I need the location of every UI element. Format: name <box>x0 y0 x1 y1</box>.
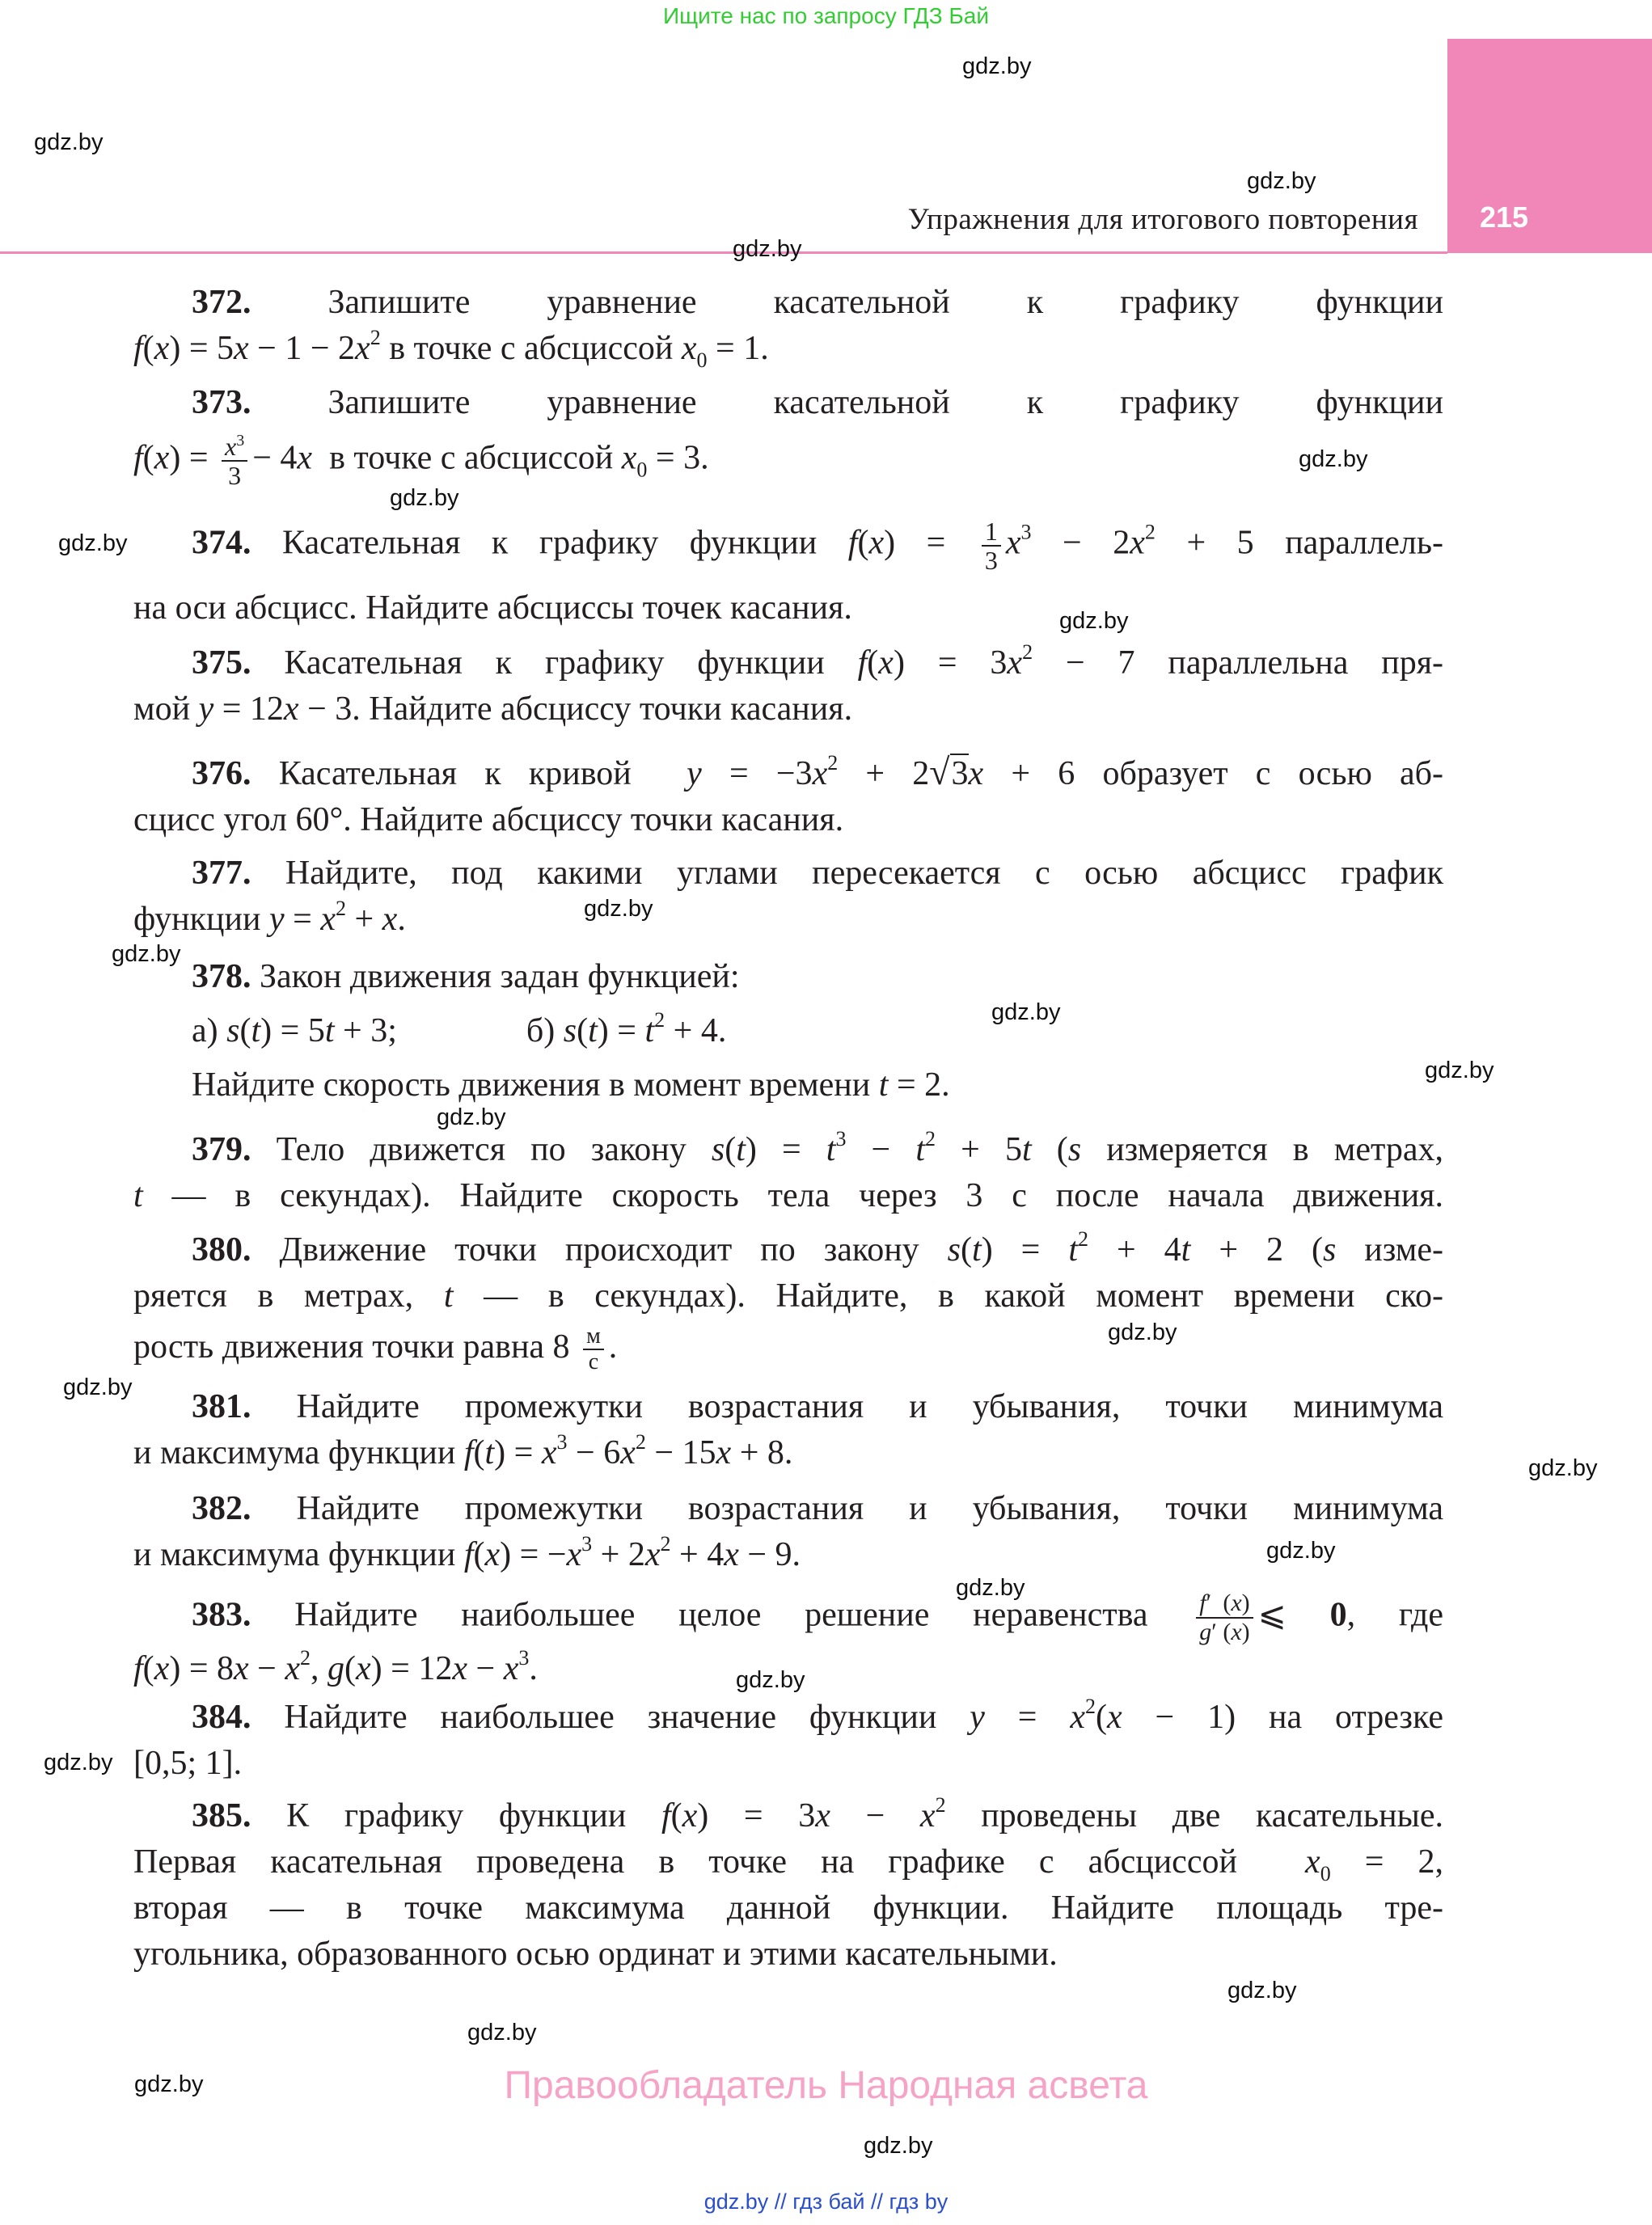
exercise-number: 378. <box>192 958 251 995</box>
exercise-381: 381. Найдите промежутки возрастания и убывания, точки минимума и максимума функции $f(t) = x^3 - 6x^2 - 15x + 8$. <box>133 1388 1443 1471</box>
watermark: gdz.by <box>1059 608 1129 634</box>
exercise-number: 377. <box>192 855 251 892</box>
exercise-374: 374. Касательная к графику функции f(x) = $\frac{1}{3}$ $x^3 - 2x^2 + 5$ параллель- на оси абсцисс. Найдите абсциссы точек касания. <box>133 517 1443 631</box>
copyright-notice: Правообладатель Народная асвета <box>504 2064 1148 2107</box>
exercise-text: Касательная к графику функции <box>284 644 825 682</box>
exercise-text: Тело движется по закону <box>276 1131 687 1168</box>
exercise-380: 380. Движение точки происходит по закону $s(t) = t^2 + 4t + 2$ (s изме- ряется в метрах, t — в секундах). Найдите, в какой момент времени ско- рость движения точки равна 8 $\frac{м}{с}$ . <box>133 1227 1443 1375</box>
watermark: gdz.by <box>733 236 802 262</box>
exercise-number: 380. <box>192 1231 251 1269</box>
exercise-number: 374. <box>192 524 251 562</box>
watermark: gdz.by <box>437 1104 506 1130</box>
exercise-385: 385. К графику функции $f(x) = 3x - x^2$ проведены две касательные. Первая касательная проведена в точке на графике с абсциссой $x_0 = 2$, вторая — в точке максимума данной функции. Найдите площадь тре- угольника, образованного осью ординат и этими касательными. <box>133 1793 1444 1973</box>
top-search-tag: Ищите нас по запросу ГДЗ Бай <box>662 3 990 28</box>
watermark: gdz.by <box>1425 1058 1494 1083</box>
exercise-text: Движение точки происходит по закону <box>279 1231 919 1269</box>
exercise-text: Запишите уравнение касательной к графику функции <box>327 384 1443 421</box>
exercise-384: 384. Найдите наибольшее значение функции $y = x^2(x - 1)$ на отрезке [0,5; 1]. <box>133 1695 1444 1782</box>
watermark: gdz.by <box>584 896 653 922</box>
watermark: gdz.by <box>1299 446 1368 472</box>
watermark: gdz.by <box>134 2071 204 2097</box>
running-head: Упражнения для итогового повторения <box>907 203 1418 236</box>
exercise-number: 376. <box>192 755 251 792</box>
exercise-372: 372. Запишите уравнение касательной к графику функции $f(x) = 5x - 1 - 2x^2$ в точке с абсциссой $x_0 = 1$. <box>133 284 1443 372</box>
exercise-text: Найдите промежутки возрастания и убывания, точки минимума <box>296 1490 1443 1527</box>
exercise-number: 375. <box>192 644 251 682</box>
exercise-number: 381. <box>192 1388 251 1425</box>
watermark: gdz.by <box>1266 1538 1336 1564</box>
watermark: gdz.by <box>58 530 128 556</box>
exercise-number: 383. <box>192 1596 251 1634</box>
exercise-383: 383. Найдите наибольшее целое решение неравенства $\frac{f' (x)}{g' (x)}$ ⩽ 0, где $f(x) = 8x - x^2$, $g(x) = 12x - x^3$. <box>133 1590 1443 1687</box>
exercise-text: Касательная к кривой <box>278 755 632 792</box>
exercise-number: 379. <box>192 1131 251 1168</box>
page-number: 215 <box>1479 201 1529 234</box>
exercise-text-tail: параллель- <box>1285 524 1443 562</box>
watermark: gdz.by <box>1108 1319 1177 1345</box>
watermark: gdz.by <box>1227 1978 1297 2003</box>
exercise-378: 378. Закон движения задан функцией: а) s(t) = 5t + 3; б) $s(t) = t^2 + 4$. Найдите скорость движения в момент времени t = 2. <box>192 958 950 1104</box>
watermark: gdz.by <box>63 1374 133 1400</box>
exercise-number: 373. <box>192 384 251 421</box>
watermark: gdz.by <box>467 2020 537 2046</box>
exercise-379: 379. Тело движется по закону $s(t) = t^3 - t^2 + 5t$ (s измеряется в метрах, t — в секундах). Найдите скорость тела через 3 с после начала движения. <box>133 1127 1443 1214</box>
exercise-text: Найдите наибольшее значение функции <box>284 1699 937 1736</box>
watermark: gdz.by <box>112 941 181 967</box>
exercise-text: Касательная к графику функции <box>282 524 818 562</box>
watermark: gdz.by <box>1528 1455 1598 1481</box>
watermark: gdz.by <box>962 53 1032 79</box>
watermark: gdz.by <box>736 1667 805 1693</box>
exercise-373: 373. Запишите уравнение касательной к графику функции f(x) = $\frac{x^3}{3}$ − 4x в точке с абсциссой $x_0 = 3$. <box>133 384 1443 490</box>
exercise-number: 384. <box>192 1699 251 1736</box>
watermark: gdz.by <box>44 1750 113 1775</box>
watermark: gdz.by <box>864 2133 933 2159</box>
watermark: gdz.by <box>956 1575 1025 1601</box>
exercise-382: 382. Найдите промежутки возрастания и убывания, точки минимума и максимума функции $f(x) = -x^3 + 2x^2 + 4x - 9$. <box>133 1490 1443 1573</box>
watermark: gdz.by <box>991 999 1061 1025</box>
exercise-text-line2: на оси абсцисс. Найдите абсциссы точек касания. <box>133 589 852 627</box>
exercise-376: 376. Касательная к кривой $y = -3x^2 + 2√3x + 6$ образует с осью аб- сцисс угол 60°. Найдите абсциссу точки касания. <box>133 751 1444 838</box>
watermark: gdz.by <box>34 129 104 155</box>
exercise-377: 377. Найдите, под какими углами пересекается с осью абсцисс график функции $y = x^2 + x$. <box>133 855 1444 938</box>
footer-links: gdz.by // гдз бай // гдз by <box>703 2189 949 2214</box>
exercise-text: Найдите наибольшее целое решение неравенства <box>294 1596 1148 1634</box>
header-rule <box>0 251 1447 254</box>
exercise-375: 375. Касательная к графику функции $f(x) = 3x^2 - 7$ параллельна пря- мой y = 12x − 3. Найдите абсциссу точки касания. <box>133 640 1444 728</box>
exercise-text: Закон движения задан функцией: <box>260 958 740 995</box>
exercise-text: Запишите уравнение касательной к графику функции <box>327 284 1443 321</box>
exercise-number: 385. <box>192 1797 251 1834</box>
watermark: gdz.by <box>390 485 459 511</box>
exercise-number: 372. <box>192 284 251 321</box>
exercise-text: Найдите, под какими углами пересекается с осью абсцисс график <box>285 855 1444 892</box>
exercise-text: Найдите промежутки возрастания и убывания, точки минимума <box>296 1388 1443 1425</box>
exercise-number: 382. <box>192 1490 251 1527</box>
exercise-text: К графику функции <box>286 1797 627 1834</box>
watermark: gdz.by <box>1247 168 1316 194</box>
